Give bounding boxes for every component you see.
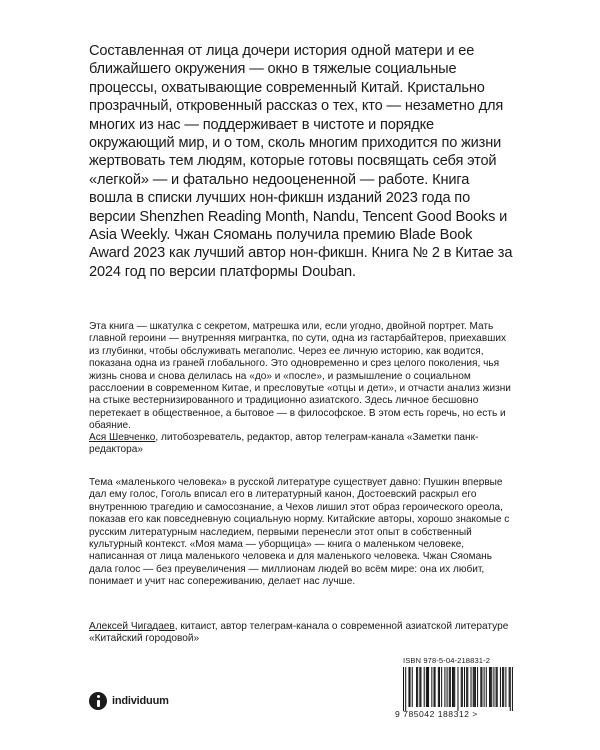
barcode-bar: [410, 667, 411, 707]
review-author-2: Алексей Чигадаев: [89, 621, 175, 632]
barcode-bar: [412, 667, 413, 707]
barcode-bar: [464, 667, 465, 707]
review-text-2: Тема «маленького человека» в русской литературе существует давно: Пушкин впервые дал ему голос, Гоголь вписал его в литературный канон, Достоевский раскрыл его внутреннюю трагедию и самосознание, а Чехов лишил этот образ героического ореола, показав его как повседневную социальную норму. Китайские авторы, хорошо знакомые с русским литературным наследием, первыми перенесли этот опыт в собственный культурный контекст. «Моя мама — уборщица» — книга о маленьком человеке, написанная от лица маленького человека и для маленького человека. Чжан Сяомань дала голос — без преувеличения — миллионам людей во всём мире: она их любит, понимает и учит нас сопереживанию, делает нас лучше.: [89, 477, 510, 588]
barcode-bar: [424, 667, 425, 707]
barcode-bar: [471, 667, 472, 707]
barcode-bar: [505, 667, 506, 707]
barcode-bar: [490, 667, 491, 707]
barcode: [403, 667, 513, 711]
barcode-bar: [473, 667, 474, 707]
review-attribution-2: [89, 621, 513, 646]
barcode-bar: [474, 667, 475, 707]
barcode-digits: 9 785042 188312 >: [395, 709, 478, 719]
barcode-bar: [457, 667, 458, 711]
publisher-logo: [89, 692, 169, 710]
barcode-bar: [438, 667, 439, 707]
barcode-bar: [467, 667, 468, 707]
barcode-bar: [484, 667, 485, 707]
barcode-bar: [441, 667, 442, 707]
barcode-bar: [466, 667, 467, 707]
publisher-name: individuum: [112, 695, 169, 707]
barcode-bar: [491, 667, 492, 707]
annotation-lead: Составленная от лица дочери история одной матери и ее ближайшего окружения — окно в тяжелые социальные процессы, охватывающие современный Китай. Кристально прозрачный, откровенный рассказ о тех, кто — незаметно для многих из нас — поддерживает в чистоте и порядке окружающий мир, и о том, сколь многим приходится по жизни жертвовать тем людям, которые готовы посвящать себя этой «легкой» — и фатально недооцененной — работе. Книга вошла в списки лучших нон-фикшн изданий 2023 года по версии Shenzhen Reading Month, Nandu, Tencent Good Books и Asia Weekly. Чжан Сяомань получила премию Blade Book Award 2023 как лучший автор нон-фикшн. Книга № 2 в Китае за 2024 год по версии платформы Douban.: [89, 43, 513, 280]
review-text-1: Эта книга — шкатулка с секретом, матрешка или, если угодно, двойной портрет. Мать главной героини — внутренняя мигрантка, по сути, одна из гастарбайтеров, приехавших из глубинки, чтобы обслуживать мегаполис. Через ее личную историю, как водится, показана одна из граней глобального. Это одновременно и срез целого поколения, чья жизнь снова и снова делилась на «до» и «после», и размышление о социальном расслоении в современном Китае, и пресловутые «отцы и дети», и отчасти анализ жизни на стыке вестернизированного и традиционно азиатского. Здесь личное бесшовно перетекает в общественное, а бытовое — в философское. В этом есть горечь, но есть и обаяние.: [89, 321, 511, 432]
review-credentials-1: , литобозреватель, редактор, автор телеграм-канала «Заметки панк-редактора»: [89, 432, 479, 456]
barcode-bar: [509, 667, 510, 707]
barcode-bar: [417, 667, 418, 707]
isbn-label: ISBN 978-5-04-218831-2: [403, 656, 491, 665]
barcode-bar: [431, 667, 432, 707]
barcode-bar: [427, 667, 428, 707]
barcode-bar: [450, 667, 451, 707]
barcode-bar: [416, 667, 417, 707]
review-credentials-2: , китаист, автор телеграм-канала о современной азиатской литературе «Китайский городовой»: [89, 621, 509, 645]
barcode-bar: [419, 667, 420, 707]
review-attribution-1: [89, 432, 513, 457]
barcode-bar: [447, 667, 448, 707]
barcode-bar: [475, 667, 476, 707]
barcode-bar: [497, 667, 498, 707]
barcode-bar: [452, 667, 453, 707]
individuum-logo-icon: [89, 692, 107, 710]
barcode-bar: [489, 667, 490, 707]
barcode-bar: [453, 667, 454, 707]
barcode-bar: [426, 667, 427, 707]
barcode-bar: [461, 667, 462, 707]
review-author-1: Ася Шевченко: [89, 432, 156, 443]
barcode-bar: [512, 667, 513, 711]
barcode-bar: [444, 667, 445, 707]
barcode-bar: [435, 667, 436, 707]
barcode-bar: [403, 667, 404, 711]
barcode-bar: [486, 667, 487, 707]
barcode-bar: [502, 667, 503, 707]
barcode-bar: [462, 667, 463, 707]
barcode-bar: [481, 667, 482, 707]
barcode-bar: [405, 667, 406, 711]
barcode-bar: [449, 667, 450, 707]
barcode-bar: [480, 667, 481, 707]
barcode-bar: [500, 667, 501, 707]
barcode-bar: [454, 667, 455, 707]
barcode-bar: [408, 667, 409, 707]
barcode-bar: [510, 667, 511, 711]
barcode-bar: [503, 667, 504, 707]
barcode-bar: [434, 667, 435, 707]
barcode-bar: [420, 667, 421, 707]
barcode-bar: [428, 667, 429, 707]
barcode-bar: [493, 667, 494, 707]
barcode-bar: [496, 667, 497, 707]
barcode-bar: [477, 667, 478, 707]
barcode-bar: [439, 667, 440, 707]
